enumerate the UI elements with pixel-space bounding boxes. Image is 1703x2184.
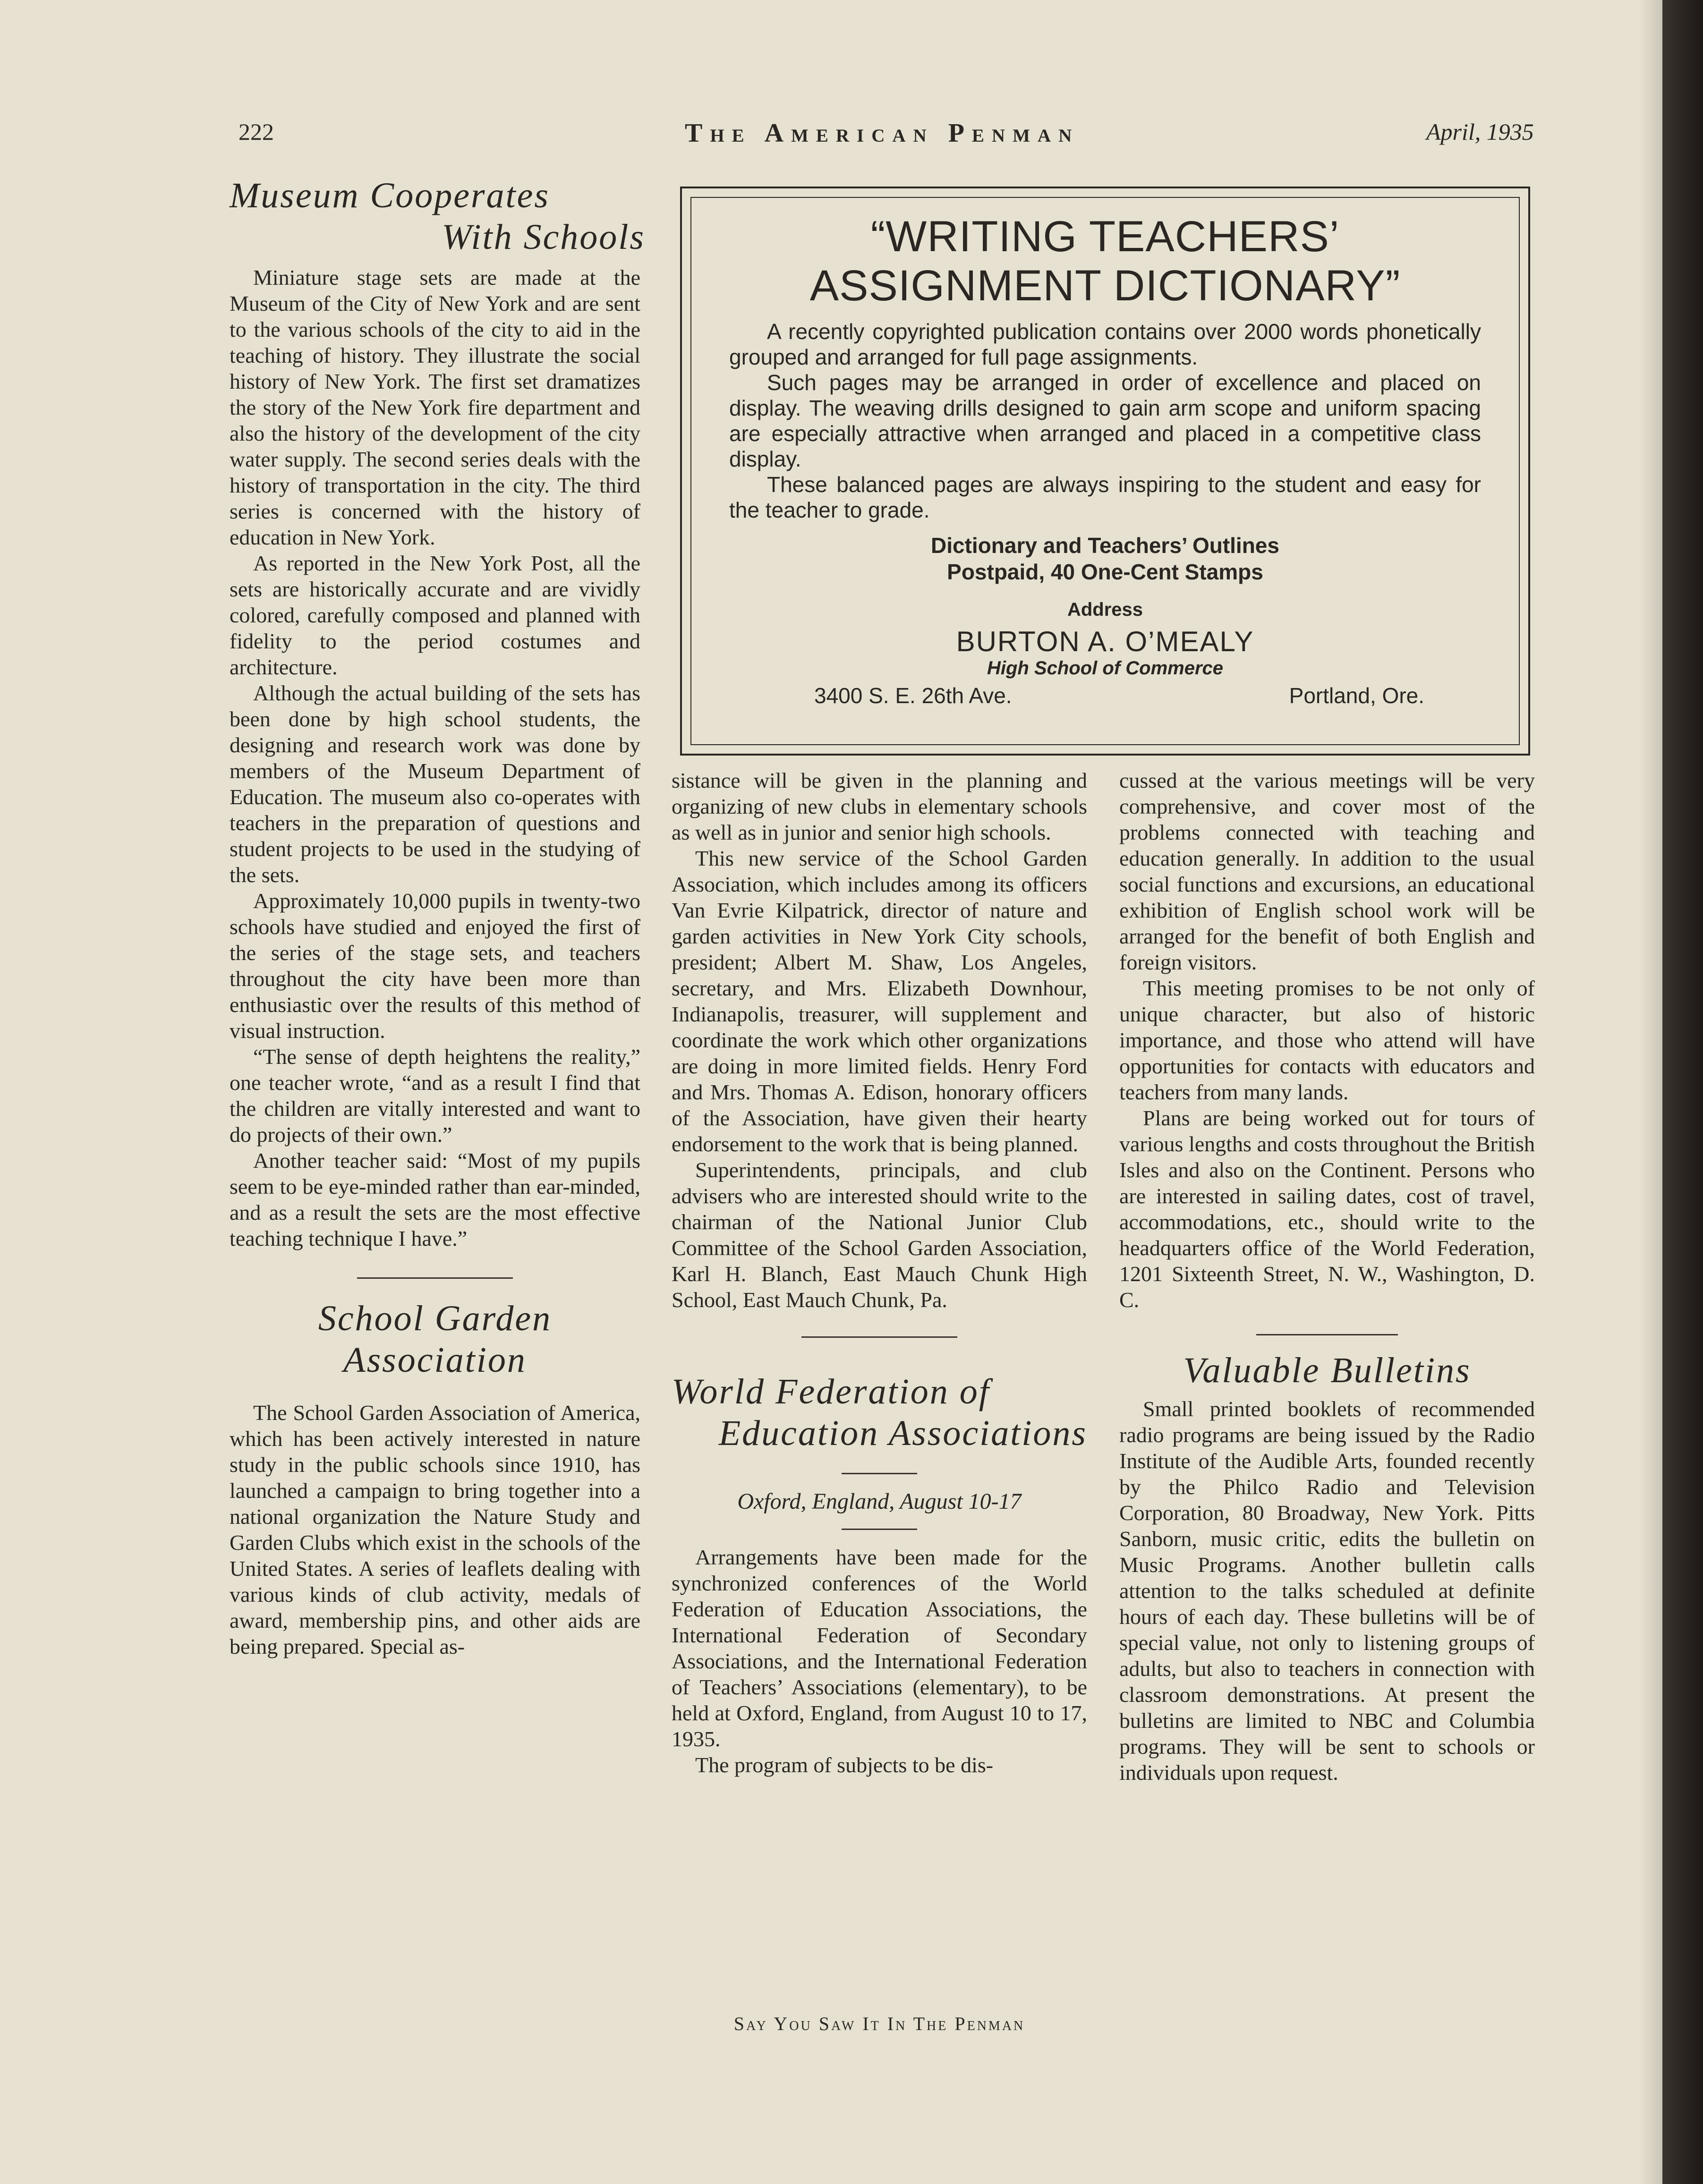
world-paragraph: Arrangements have been made for the synchronized conferences of the World Federation of Education Associations, the International Federation of Secondary Associations, and the International Federation of Teachers’ Associations (elementary), to be held at Oxford, England, from August 10 to 17, 1935. [672, 1545, 1087, 1751]
museum-paragraph: Another teacher said: “Most of my pupils seem to be eye-minded rather than ear-minded, and as a result the sets are the most effective teaching technique I have.” [230, 1148, 640, 1250]
ad-city: Portland, Ore. [1289, 683, 1424, 708]
advertisement-inner-border [690, 197, 1520, 745]
museum-heading [230, 175, 645, 258]
world-paragraph: cussed at the various meetings will be very comprehensive, and cover most of the problems connected with teaching and education generally. In addition to the usual social functions and excursions, an educational exhibition of English school work will be arranged for the benefit of both English and foreign visitors. [1119, 768, 1535, 974]
ad-offer-line2: Postpaid, 40 One-Cent Stamps [947, 560, 1263, 584]
section-divider [1256, 1334, 1398, 1335]
heading-divider [842, 1473, 917, 1474]
garden-paragraph: This new service of the School Garden Association, which includes among its officers Van Evrie Kilpatrick, director of nature and garden activities in New York City schools, president; Albert M. Shaw, Los Angeles, secretary, and Mrs. Elizabeth Downhour, Indianapolis, treasurer, will supplement and coordinate the work which other organizations are doing in more limited fields. Henry Ford and Mrs. Thomas A. Edison, honorary officers of the Association, have given their hearty endorsement to the work that is being planned. [672, 846, 1087, 1156]
ad-title-line2: ASSIGNMENT DICTIONARY” [809, 262, 1401, 310]
page-number: 222 [238, 119, 274, 145]
ad-body [729, 319, 1481, 523]
ad-school: High School of Commerce [987, 658, 1224, 679]
world-title-line1: World Federation of [672, 1372, 990, 1411]
ad-paragraph: These balanced pages are always inspiring to the student and easy for the teacher to grade. [729, 472, 1481, 522]
ad-title-line1: “WRITING TEACHERS’ [870, 212, 1340, 261]
bulletins-paragraph: Small printed booklets of recommended radio programs are being issued by the Radio Institute of the Audible Arts, founded recently by the Philco Radio and Television Corporation, 80 Broadway, New York. Pitts Sanborn, music critic, edits the bulletin on Music Programs. Another bulletin calls attention to the talks scheduled at definite hours of each day. These bulletins will be of special value, not only to listening groups of adults, but also to teachers in connection with classroom demonstrations. At present the bulletins are limited to NBC and Columbia programs. They will be sent to schools or individuals upon request. [1119, 1397, 1535, 1785]
ad-paragraph: A recently copyrighted publication contains over 2000 words phonetically grouped and arranged for full page assignments. [729, 319, 1481, 369]
ad-offer-line1: Dictionary and Teachers’ Outlines [931, 533, 1279, 558]
column-middle [672, 767, 1087, 1778]
garden-paragraph: Superintendents, principals, and club advisers who are interested should write to the chairman of the National Junior Club Committee of the School Garden Association, Karl H. Blanch, East Mauch Chunk High School, East Mauch Chunk, Pa. [672, 1158, 1087, 1312]
museum-paragraph: “The sense of depth heightens the reality,” one teacher wrote, “and as a result I find that the children are vitally interested and want to do projects of their own.” [230, 1045, 640, 1147]
ad-street-line [729, 679, 1481, 708]
museum-title-line1: Museum Cooperates [230, 176, 550, 215]
section-divider [357, 1277, 513, 1279]
world-title-line2: Education Associations [718, 1413, 1087, 1453]
page-edge-shadow [1639, 0, 1662, 2184]
world-subtitle: Oxford, England, August 10-17 [737, 1489, 1022, 1514]
page-footer: Say You Saw It In The Penman [733, 2013, 1025, 2034]
issue-date: April, 1935 [1426, 119, 1534, 145]
journal-title: The American Penman [685, 119, 1080, 148]
garden-paragraph: The School Garden Association of America, which has been actively interested in nature study in the public schools since 1910, has launched a campaign to bring together into a national organization the Nature Study and Garden Clubs which exist in the schools of the United States. A series of leaflets dealing with various kinds of club activity, medals of award, membership pins, and other aids are being prepared. Special as- [230, 1401, 640, 1658]
garden-title-line2: Association [343, 1340, 527, 1380]
museum-paragraph: Miniature stage sets are made at the Museum of the City of New York and are sent to the various schools of the city to aid in the teaching of history. They illustrate the social history of New York. The first set dramatizes the story of the New York fire department and also the history of the development of the city water supply. The second series deals with the history of transportation in the city. The third series is concerned with the history of education in New York. [230, 265, 640, 549]
section-divider [801, 1336, 957, 1338]
ad-paragraph: Such pages may be arranged in order of excellence and placed on display. The weaving drills designed to gain arm scope and uniform spacing are especially attractive when arranged and placed in a competitive class display. [729, 370, 1481, 471]
book-spine [1662, 0, 1703, 2184]
dictionary-advertisement [680, 187, 1530, 756]
museum-paragraph: As reported in the New York Post, all the sets are historically accurate and are vividly colored, carefully composed and planned with fidelity to the period costumes and architecture. [230, 551, 640, 679]
ad-offer [729, 532, 1481, 585]
heading-divider [842, 1529, 917, 1530]
world-paragraph: The program of subjects to be dis- [695, 1753, 994, 1777]
ad-street: 3400 S. E. 26th Ave. [814, 683, 1012, 708]
bulletins-title: Valuable Bulletins [1183, 1351, 1471, 1390]
world-paragraph: Plans are being worked out for tours of various lengths and costs throughout the British Isles and also on the Continent. Persons who are interested in sailing dates, cost of travel, accommodations, etc., should write to the headquarters office of the World Federation, 1201 Sixteenth Street, N. W., Washington, D. C. [1119, 1106, 1535, 1312]
garden-paragraph: sistance will be given in the planning and organizing of new clubs in elementary schools as well as in junior and senior high schools. [672, 768, 1087, 844]
museum-paragraph: Approximately 10,000 pupils in twenty-two schools have studied and enjoyed the first of the series of the stage sets, and teachers throughout the city have been more than enthusiastic over the results of this method of visual instruction. [230, 889, 640, 1043]
column-right [1119, 767, 1535, 1785]
world-paragraph: This meeting promises to be not only of unique character, but also of historic importance, and those who attend will have opportunities for contacts with educators and teachers from many lands. [1119, 976, 1535, 1104]
museum-title-line2: With Schools [442, 217, 645, 257]
museum-paragraph: Although the actual building of the sets has been done by high school students, the designing and research work was done by members of the Museum Department of Education. The museum also co-operates with teachers in the preparation of questions and student projects to be used in the studying of the sets. [230, 681, 640, 887]
ad-address-label: Address [1067, 599, 1143, 620]
garden-title-line1: School Garden [318, 1299, 552, 1338]
ad-contact-name: BURTON A. O’MEALY [956, 626, 1254, 657]
column-left [230, 264, 640, 1659]
